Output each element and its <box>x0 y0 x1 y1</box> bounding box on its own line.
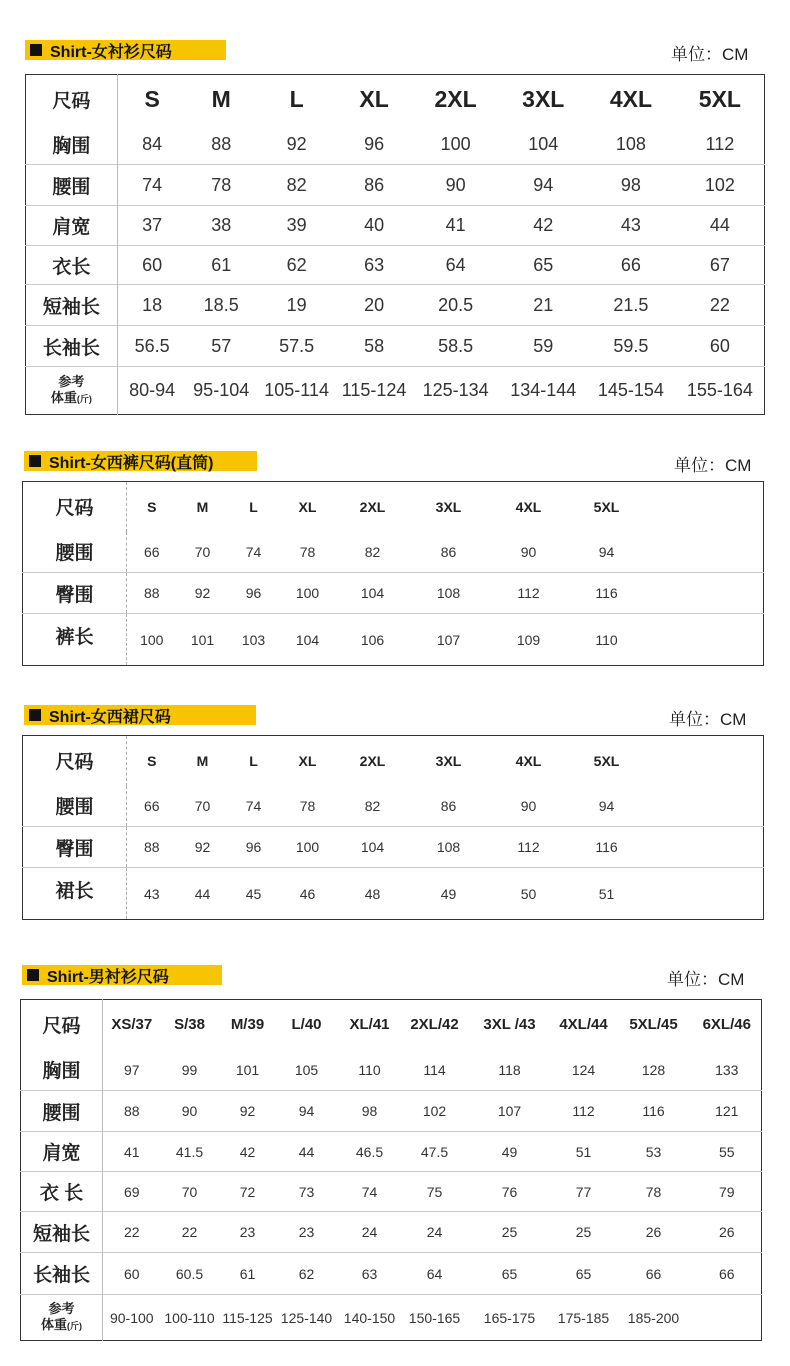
square-bullet-icon <box>29 455 41 467</box>
cell: 22 <box>161 1212 219 1253</box>
women-shirt-size-table <box>25 74 765 415</box>
cell: 70 <box>194 543 211 560</box>
cell: 24 <box>337 1212 403 1253</box>
row-label: 衣 长 <box>21 1172 103 1212</box>
cell: 59 <box>500 326 586 367</box>
cell: 165-175 <box>467 1295 553 1341</box>
size-header: S <box>144 86 160 113</box>
weight-row-label <box>26 367 118 415</box>
cell: 44 <box>277 1132 337 1172</box>
size-header: 2XL <box>434 86 477 113</box>
table-row <box>26 326 765 367</box>
cell: 20.5 <box>411 285 501 326</box>
cell: 78 <box>187 165 256 206</box>
cell: 37 <box>117 206 186 246</box>
cell: 121 <box>693 1091 762 1132</box>
size-header: XL <box>298 752 317 769</box>
cell: 63 <box>337 246 410 285</box>
size-header: XL/41 <box>349 1016 390 1034</box>
cell: 116 <box>615 1091 693 1132</box>
size-header: 2XL/42 <box>410 1016 459 1034</box>
cell: 74 <box>337 1172 403 1212</box>
size-header: M/39 <box>230 1016 265 1034</box>
size-header: 5XL <box>593 752 620 769</box>
cell: 21 <box>500 285 586 326</box>
section-title <box>24 451 257 471</box>
cell: 100 <box>279 827 337 868</box>
cell: 46 <box>279 868 337 920</box>
cell: 128 <box>641 1061 666 1078</box>
cell: 105-114 <box>256 367 338 415</box>
cell: 106 <box>337 614 409 666</box>
row-label: 短袖长 <box>21 1212 103 1253</box>
cell: 57.5 <box>256 326 338 367</box>
cell: 69 <box>103 1172 161 1212</box>
cell: 60 <box>117 246 186 285</box>
cell: 56.5 <box>117 326 186 367</box>
section-title-text: Shirt-女西裙尺码 <box>49 708 171 726</box>
cell: 125-140 <box>277 1295 337 1341</box>
cell: 22 <box>676 285 765 326</box>
cell: 19 <box>256 285 338 326</box>
cell: 82 <box>364 797 381 814</box>
cell: 62 <box>277 1253 337 1295</box>
cell: 60.5 <box>161 1253 219 1295</box>
cell: 94 <box>598 543 615 560</box>
cell: 90 <box>520 543 537 560</box>
unit-label: 单位：CM <box>669 710 747 729</box>
cell: 107 <box>409 614 489 666</box>
cell: 133 <box>715 1061 739 1078</box>
empty-cell <box>645 532 764 573</box>
cell: 107 <box>467 1091 553 1132</box>
cell: 25 <box>467 1212 553 1253</box>
cell: 41 <box>103 1132 161 1172</box>
cell: 155-164 <box>676 367 765 415</box>
cell: 86 <box>440 543 457 560</box>
size-header: M <box>196 498 209 515</box>
empty-cell <box>645 614 764 666</box>
table-row <box>23 532 764 573</box>
cell: 95-104 <box>187 367 256 415</box>
table-row <box>26 165 765 206</box>
cell: 112 <box>489 827 569 868</box>
size-header: S <box>147 498 157 515</box>
cell: 70 <box>194 797 211 814</box>
header-label: 尺码 <box>21 1000 103 1050</box>
size-header: 6XL/46 <box>702 1016 751 1034</box>
cell: 88 <box>211 133 232 154</box>
cell: 42 <box>219 1132 277 1172</box>
cell: 86 <box>337 165 410 206</box>
cell: 101 <box>177 614 229 666</box>
size-header: 4XL <box>609 86 652 113</box>
cell: 134-144 <box>500 367 586 415</box>
cell: 103 <box>229 614 279 666</box>
weight-label-bottom: 体重 <box>50 389 77 405</box>
cell: 65 <box>553 1253 615 1295</box>
size-header: M <box>196 752 209 769</box>
size-header: S <box>147 752 157 769</box>
row-label: 裤长 <box>23 614 127 666</box>
weight-label-top: 参考 <box>48 1300 75 1316</box>
cell <box>693 1295 762 1341</box>
size-header: L <box>289 86 304 113</box>
cell: 108 <box>615 133 646 154</box>
cell: 74 <box>117 165 186 206</box>
cell: 66 <box>143 543 160 560</box>
row-label: 裙长 <box>23 868 127 920</box>
cell: 100 <box>127 614 177 666</box>
row-label: 衣长 <box>26 246 118 285</box>
size-header: XL <box>298 498 317 515</box>
cell: 150-165 <box>403 1295 467 1341</box>
cell: 112 <box>705 133 735 154</box>
table-row <box>23 868 764 920</box>
cell: 112 <box>553 1091 615 1132</box>
cell: 51 <box>569 868 645 920</box>
cell: 25 <box>553 1212 615 1253</box>
table-row <box>21 1172 762 1212</box>
cell: 175-185 <box>553 1295 615 1341</box>
cell: 108 <box>409 573 489 614</box>
cell: 74 <box>245 543 262 560</box>
cell: 104 <box>337 573 409 614</box>
row-label: 腰围 <box>26 165 118 206</box>
cell: 55 <box>693 1132 762 1172</box>
size-header: 2XL <box>359 498 386 515</box>
women-trousers-size-table <box>22 481 764 666</box>
cell: 66 <box>615 1253 693 1295</box>
cell: 26 <box>615 1212 693 1253</box>
cell: 82 <box>256 165 338 206</box>
cell: 49 <box>467 1132 553 1172</box>
section-title-text: Shirt-男衬衫尺码 <box>47 968 169 986</box>
cell: 90 <box>411 165 501 206</box>
size-header: 2XL <box>359 752 386 769</box>
size-header: 3XL <box>435 752 462 769</box>
cell: 96 <box>229 827 279 868</box>
cell: 84 <box>142 133 163 154</box>
cell: 77 <box>553 1172 615 1212</box>
section-title-text: Shirt-女西裤尺码(直筒) <box>49 454 214 472</box>
row-label: 长袖长 <box>21 1253 103 1295</box>
row-label: 长袖长 <box>26 326 118 367</box>
table-row <box>26 285 765 326</box>
size-header: 3XL <box>435 498 462 515</box>
cell: 76 <box>467 1172 553 1212</box>
table-row <box>21 1253 762 1295</box>
cell: 40 <box>337 206 410 246</box>
cell: 73 <box>277 1172 337 1212</box>
cell: 145-154 <box>586 367 676 415</box>
cell: 45 <box>229 868 279 920</box>
weight-row-label <box>21 1295 103 1341</box>
empty-cell <box>645 786 764 827</box>
weight-label-block <box>51 374 92 407</box>
cell: 116 <box>569 827 645 868</box>
row-label: 腰围 <box>21 1091 103 1132</box>
cell: 42 <box>500 206 586 246</box>
cell: 46.5 <box>337 1132 403 1172</box>
cell: 66 <box>586 246 676 285</box>
cell: 114 <box>423 1061 446 1078</box>
row-label: 腰围 <box>23 532 127 573</box>
cell: 110 <box>569 614 645 666</box>
size-header: XS/37 <box>111 1016 153 1034</box>
size-header: M <box>211 86 231 113</box>
cell: 60 <box>103 1253 161 1295</box>
cell: 88 <box>103 1091 161 1132</box>
cell: 104 <box>337 827 409 868</box>
cell: 118 <box>498 1061 521 1078</box>
row-label: 腰围 <box>23 786 127 827</box>
cell: 58.5 <box>411 326 501 367</box>
cell: 67 <box>676 246 765 285</box>
cell: 20 <box>337 285 410 326</box>
cell: 88 <box>127 827 177 868</box>
cell: 94 <box>500 165 586 206</box>
section-title <box>22 965 222 985</box>
cell: 124 <box>571 1061 596 1078</box>
cell: 116 <box>569 573 645 614</box>
cell: 78 <box>299 797 316 814</box>
cell: 39 <box>256 206 338 246</box>
cell: 140-150 <box>337 1295 403 1341</box>
cell: 57 <box>187 326 256 367</box>
cell: 72 <box>219 1172 277 1212</box>
size-header: 4XL <box>515 752 542 769</box>
cell: 62 <box>256 246 338 285</box>
cell: 43 <box>127 868 177 920</box>
size-header: 4XL <box>515 498 542 515</box>
weight-label-block <box>41 1301 82 1334</box>
row-label: 肩宽 <box>21 1132 103 1172</box>
cell: 185-200 <box>615 1295 693 1341</box>
women-skirt-size-table <box>22 735 764 920</box>
cell: 63 <box>337 1253 403 1295</box>
size-header: 5XL <box>698 86 741 113</box>
table-row <box>23 614 764 666</box>
cell: 90-100 <box>103 1295 161 1341</box>
table-row <box>23 827 764 868</box>
table-row <box>23 786 764 827</box>
cell: 94 <box>277 1091 337 1132</box>
cell: 61 <box>219 1253 277 1295</box>
empty-cell <box>645 482 764 532</box>
cell: 86 <box>440 797 457 814</box>
cell: 48 <box>337 868 409 920</box>
row-label: 胸围 <box>21 1050 103 1091</box>
cell: 98 <box>586 165 676 206</box>
cell: 97 <box>123 1061 140 1078</box>
table-row <box>21 1050 762 1091</box>
size-header: 5XL/45 <box>629 1016 678 1034</box>
cell: 90 <box>161 1091 219 1132</box>
size-header: 4XL/44 <box>559 1016 608 1034</box>
cell: 79 <box>693 1172 762 1212</box>
cell: 49 <box>409 868 489 920</box>
row-label: 臀围 <box>23 573 127 614</box>
square-bullet-icon <box>27 969 39 981</box>
cell: 47.5 <box>403 1132 467 1172</box>
table-row <box>26 125 765 165</box>
men-shirt-size-table <box>20 999 762 1341</box>
cell: 92 <box>219 1091 277 1132</box>
row-label: 肩宽 <box>26 206 118 246</box>
table-row <box>26 367 765 415</box>
cell: 26 <box>693 1212 762 1253</box>
cell: 98 <box>337 1091 403 1132</box>
cell: 94 <box>598 797 615 814</box>
header-label: 尺码 <box>23 482 127 532</box>
cell: 101 <box>235 1061 260 1078</box>
cell: 65 <box>500 246 586 285</box>
cell: 92 <box>177 573 229 614</box>
cell: 41.5 <box>161 1132 219 1172</box>
unit-label: 单位：CM <box>671 45 749 64</box>
cell: 18.5 <box>187 285 256 326</box>
cell: 102 <box>676 165 765 206</box>
cell: 65 <box>467 1253 553 1295</box>
cell: 44 <box>177 868 229 920</box>
cell: 23 <box>277 1212 337 1253</box>
cell: 53 <box>615 1132 693 1172</box>
cell: 51 <box>553 1132 615 1172</box>
cell: 92 <box>286 133 307 154</box>
table-row <box>21 1132 762 1172</box>
row-label: 胸围 <box>26 125 118 165</box>
cell: 90 <box>520 797 537 814</box>
cell: 92 <box>177 827 229 868</box>
cell: 50 <box>489 868 569 920</box>
unit-label: 单位：CM <box>674 456 752 475</box>
cell: 75 <box>403 1172 467 1212</box>
section-title <box>24 705 256 725</box>
cell: 115-124 <box>337 367 410 415</box>
size-header: S/38 <box>174 1016 205 1034</box>
cell: 78 <box>299 543 316 560</box>
cell: 100-110 <box>161 1295 219 1341</box>
cell: 74 <box>245 797 262 814</box>
size-header: XL <box>359 86 389 113</box>
table-row <box>21 1295 762 1341</box>
header-label: 尺码 <box>26 75 118 125</box>
cell: 105 <box>294 1061 319 1078</box>
cell: 64 <box>411 246 501 285</box>
size-header: 5XL <box>593 498 620 515</box>
section-title-text: Shirt-女衬衫尺码 <box>50 43 172 61</box>
cell: 38 <box>187 206 256 246</box>
size-header: L <box>249 498 258 515</box>
cell: 108 <box>409 827 489 868</box>
row-label: 短袖长 <box>26 285 118 326</box>
table-row <box>21 1212 762 1253</box>
cell: 66 <box>693 1253 762 1295</box>
cell: 109 <box>489 614 569 666</box>
cell: 44 <box>676 206 765 246</box>
cell: 18 <box>117 285 186 326</box>
size-header: 3XL /43 <box>483 1016 536 1034</box>
cell: 88 <box>127 573 177 614</box>
weight-label-top: 参考 <box>58 373 85 389</box>
empty-cell <box>645 827 764 868</box>
square-bullet-icon <box>30 44 42 56</box>
cell: 70 <box>161 1172 219 1212</box>
cell: 78 <box>615 1172 693 1212</box>
empty-cell <box>645 573 764 614</box>
cell: 115-125 <box>219 1295 277 1341</box>
cell: 59.5 <box>586 326 676 367</box>
cell: 80-94 <box>117 367 186 415</box>
cell: 82 <box>364 543 381 560</box>
cell: 112 <box>489 573 569 614</box>
cell: 60 <box>676 326 765 367</box>
cell: 24 <box>403 1212 467 1253</box>
table-row <box>21 1091 762 1132</box>
section-title <box>25 40 226 60</box>
size-header: 3XL <box>522 86 565 113</box>
cell: 104 <box>528 133 559 154</box>
table-row <box>26 206 765 246</box>
empty-cell <box>645 868 764 920</box>
square-bullet-icon <box>29 709 41 721</box>
cell: 102 <box>403 1091 467 1132</box>
cell: 125-134 <box>411 367 501 415</box>
size-header: L <box>249 752 258 769</box>
header-label: 尺码 <box>23 736 127 786</box>
cell: 110 <box>358 1061 381 1078</box>
cell: 61 <box>187 246 256 285</box>
table-row <box>26 246 765 285</box>
cell: 99 <box>181 1061 198 1078</box>
cell: 43 <box>586 206 676 246</box>
weight-label-unit: (斤) <box>67 1320 82 1331</box>
cell: 41 <box>411 206 501 246</box>
cell: 66 <box>143 797 160 814</box>
cell: 104 <box>279 614 337 666</box>
weight-label-unit: (斤) <box>76 393 92 404</box>
empty-cell <box>645 736 764 786</box>
cell: 96 <box>364 133 385 154</box>
row-label: 臀围 <box>23 827 127 868</box>
size-header: L/40 <box>291 1016 322 1034</box>
cell: 58 <box>337 326 410 367</box>
cell: 23 <box>219 1212 277 1253</box>
cell: 64 <box>403 1253 467 1295</box>
cell: 100 <box>440 133 471 154</box>
cell: 22 <box>103 1212 161 1253</box>
cell: 96 <box>229 573 279 614</box>
table-row <box>23 573 764 614</box>
weight-label-bottom: 体重 <box>40 1316 67 1332</box>
cell: 21.5 <box>586 285 676 326</box>
unit-label: 单位：CM <box>667 970 745 989</box>
cell: 100 <box>279 573 337 614</box>
